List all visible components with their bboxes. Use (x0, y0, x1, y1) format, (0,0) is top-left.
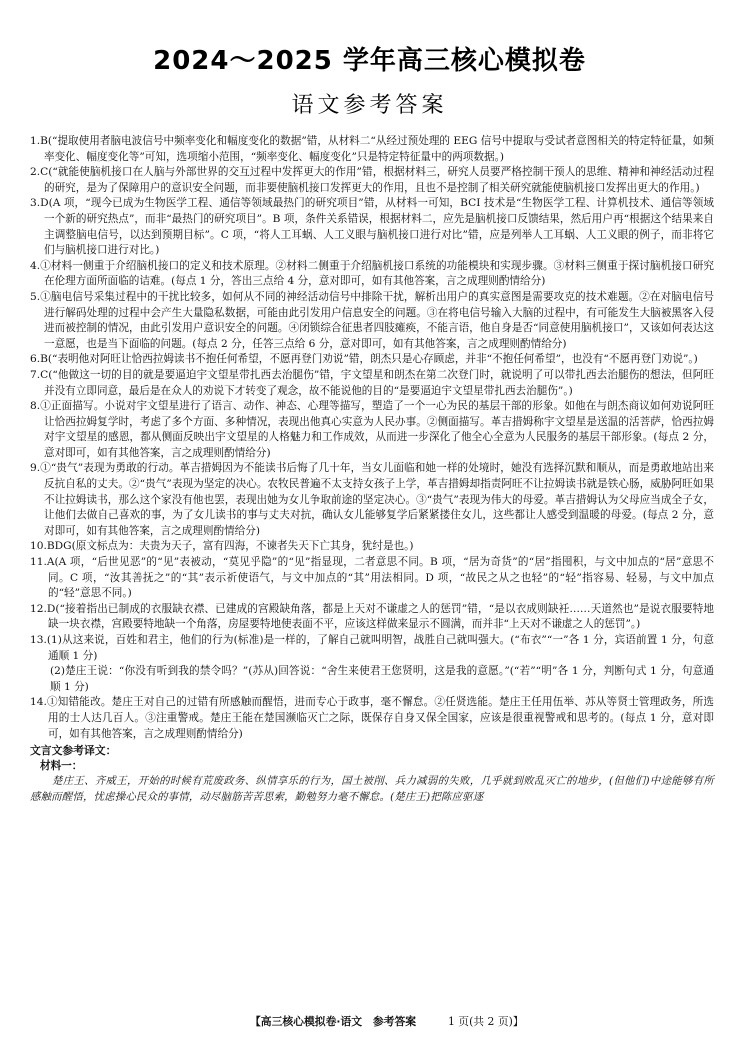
answer-number: 14. (30, 696, 47, 709)
answer-number: 8. (30, 400, 41, 413)
answer-text: ①正面描写。小说对宇文望星进行了语言、动作、神态、心理等描写，塑造了一个一心为民的基层干部的形象。如他在与朗杰商议如何劝说阿旺让恰西拉姆复学时，考虑了多个方面、多种情况，表现出他真心实意为人民办事。②侧面描写。革吉措姆称宇文望星是送温的活菩萨，恰西拉姆对宇文望星的感恩，都从侧面反映出宇文望星的人格魅力和工作成效，从而进一步深化了他全心全意为人民服务的基层干部形象。(每点 2 分，意对即可，如有其他答案，言之成理则酌情给分) (40, 400, 714, 459)
answer-text: C(“他做这一切的目的就是要逼迫宇文望星带扎西去治腿伤”错，宇文望星和朗杰在第二次登门时，就说明了可以带扎西去治腿伤的想法，但阿旺并没有立即同意，最后是在众人的劝说下才转变了观念，故不能说他的目的“是要逼迫宇文望星带扎西去治腿伤”。) (40, 368, 714, 397)
answer-item-13 (30, 633, 714, 664)
answer-item-12 (30, 602, 714, 633)
answer-item-2 (30, 165, 714, 196)
answer-number: 1. (30, 135, 41, 147)
answer-text: (1)从这来说，百姓和君主，他们的行为(标准)是一样的，了解自己就叫明智，战胜自己就叫强大。(“布衣”“一”各 1 分，宾语前置 1 分，句意通顺 1 分) (46, 634, 714, 662)
answer-number: 5. (30, 290, 41, 303)
answer-text: B(“提取使用者脑电波信号中频率变化和幅度变化的数据”错，从材料二“从经过预处理的 EEG 信号中提取与受试者意图相关的特定特征量，如频率变化、幅度变化等”可知，选项缩小范围，“频率变化、幅度变化”只是特定特征量中的两项数据。) (40, 135, 714, 163)
answer-text: ①“贵气”表现为勇敢的行动。革吉措姆因为不能读书后悔了几十年，当女儿面临和她一样的处境时，她没有选择沉默和顺从，而是勇敢地站出来反抗自私的丈夫。②“贵气”表现为坚定的决心。农牧民普遍不太支持女孩子上学，革吉措姆却指责阿旺不让拉姆读书就是铁心肠，威胁阿旺如果不让拉姆读书，那么这个家没有他也罢，表现出她为女儿争取前途的坚定决心。③“贵气”表现为伟大的母爱。革吉措姆认为父母应当成全子女，让他们去做自己喜欢的事，为了女儿读书的事与丈夫对抗，确认女儿能够复学后紧紧搂住女儿，这些都让人感受到温暖的母爱。(每点 2 分，意对即可，如有其他答案，言之成理则酌情给分) (40, 462, 714, 537)
answer-item-10 (30, 539, 714, 555)
answer-text: BDG(原文标点为：夫贵为天子，富有四海，不谏者失天下亡其身，犹纣是也。) (46, 540, 414, 553)
answer-item-8 (30, 399, 714, 461)
translation-body: 楚庄王、齐威王，开始的时候有荒废政务、纵情享乐的行为，国土被削、兵力减弱的失败，几乎就到败乱灭亡的地步，(但他们)中途能够有所感触而醒悟，忧虑操心民众的事情，动尽脑筋苦苦思索，勤勉努力毫不懈怠。(楚庄王)把陈应驱逐 (30, 775, 714, 803)
answer-text: ①知错能改。楚庄王对自己的过错有所感触而醒悟，进而专心于政事，毫不懈怠。②任贤选能。楚庄王任用伍举、苏从等贤士管理政务，所选用的士人达几百人。③注重警戒。楚庄王能在楚国濒临灭亡之际，既保存自身又保全国家，应该是很重视警戒和思考的。(每点 1 分，意对即可，如有其他答案，言之成理则酌情给分) (46, 696, 714, 740)
answer-text: ①材料一侧重于介绍脑机接口的定义和技术原理。②材料二侧重于介绍脑机接口系统的功能模块和实现步骤。③材料三侧重于探讨脑机接口研究在伦理方面所面临的诘难。(每点 1 分，答出三点给 4 分，意对即可，如有其他答案，言之成理则酌情给分) (40, 259, 714, 288)
answer-item-5 (30, 290, 714, 352)
answer-item-4 (30, 259, 714, 290)
answer-text: ①脑电信号采集过程中的干扰比较多，如何从不同的神经活动信号中排除干扰，解析出用户的真实意图是需要攻克的技术难题。②在对脑电信号进行解码处理的过程中会产生大量隐私数据，可能由此引发用户信息安全的问题。③在将电信号输入大脑的过程中，有可能发生大脑被黑客入侵进而被控制的情况，由此引发用户意识安全的问题。④闭锁综合征患者四肢瘫痪，不能言语，他自身是否“同意使用脑机接口”，又该如何表达这一意愿，也是当下面临的问题。(每点 2 分，任答三点给 6 分，意对即可，如有其他答案，言之成理则酌情给分) (40, 290, 714, 350)
footer-page-number: 1 页(共 2 页)】 (448, 1015, 524, 1028)
answer-number: 6. (30, 353, 41, 366)
answer-number: 9. (30, 462, 41, 475)
answer-number: 12. (30, 602, 47, 615)
answer-text: C(“就能使脑机接口在人脑与外部世界的交互过程中发挥更大的作用”错，根据材料三，研究人员要严格控制干预人的思维、精神和神经活动过程的研究，是为了保障用户的意识安全问题，而非要使脑机接口发挥更大的作用，且也不是控制了相关研究就能使脑机接口发挥出更大的作用。) (40, 166, 714, 194)
answer-text: D(A 项，“现今已成为生物医学工程、通信等领域最热门的研究项目”错，从材料一可知，BCI 技术是“生物医学工程、计算机技术、通信等领域一个新的研究热点”，而非“最热门的研究项目”。B 项，条件关系错误，根据材料二，应先是脑机接口反馈结果，然后用户再“根据这个结果来自主调整脑电信号，以达到预期目标”。C 项，“将人工耳蜗、人工义眼与脑机接口进行对比”错，应是列举人工耳蜗、人工义眼的例子，而非将它们与脑机接口进行对比。) (40, 197, 714, 257)
page-title: 2024～2025 学年高三核心模拟卷 (153, 46, 586, 76)
answer-item-1 (30, 134, 714, 165)
page-footer (0, 1014, 739, 1030)
answer-item-11 (30, 555, 714, 602)
answer-number: 2. (30, 166, 41, 179)
page-subtitle: 语文参考答案 (291, 93, 448, 118)
answer-list (30, 134, 714, 806)
answer-number: 11. (30, 556, 47, 569)
answer-item-13-part-2: (2)楚庄王说：“你没有听到我的禁令吗？”(苏从)回答说：“舍生来使君王您贤明，这是我的意愿。”(“若”“明”各 1 分，判断句式 1 分，句意通顺 1 分) (50, 665, 714, 693)
translation-heading: 文言文参考译文： (30, 744, 117, 758)
answer-number: 4. (30, 259, 41, 272)
answer-item-6 (30, 352, 714, 368)
answer-number: 7. (30, 368, 41, 381)
answer-item-7 (30, 368, 714, 399)
answer-text: D(“接着指出已制成的衣服缺衣襟、已建成的宫殿缺角落，都是上天对不谦虚之人的惩罚”错，“是以衣成则缺衽……天道然也”是说衣服要特地缺一块衣襟，宫殿要特地缺一个角落，房屋要特地使表面不平，应该这样做来显示不圆满，而并非“上天对不谦虚之人的惩罚”。) (46, 602, 714, 631)
answer-text: A(A 项，“后世见恶”的“见”表被动，“莫见乎隐”的“见”指显现，二者意思不同。B 项，“居为奇货”的“居”指囤积，与文中加点的“居”意思不同。C 项，“汝其善抚之”的“其”表示祈使语气，与文中加点的“其”用法相同。D 项，“故民之从之也轻”的“轻”指容易、轻易，与文中加点的“轻”意思不同。) (46, 556, 714, 600)
translation-subheading: 材料一： (40, 759, 83, 772)
answer-number: 10. (30, 540, 47, 553)
answer-item-9 (30, 461, 714, 539)
answer-item-14 (30, 695, 714, 742)
footer-exam-label: 【高三核心模拟卷·语文 参考答案 (250, 1015, 417, 1028)
answer-number: 3. (30, 197, 41, 210)
answer-number: 13. (30, 634, 47, 646)
answer-text: B(“表明他对阿旺让恰西拉姆读书不抱任何希望，不愿再登门劝说”错，朗杰只是心存顾虑，并非“不抱任何希望”，也没有“不愿再登门劝说”。) (40, 353, 698, 366)
answer-item-3 (30, 196, 714, 258)
